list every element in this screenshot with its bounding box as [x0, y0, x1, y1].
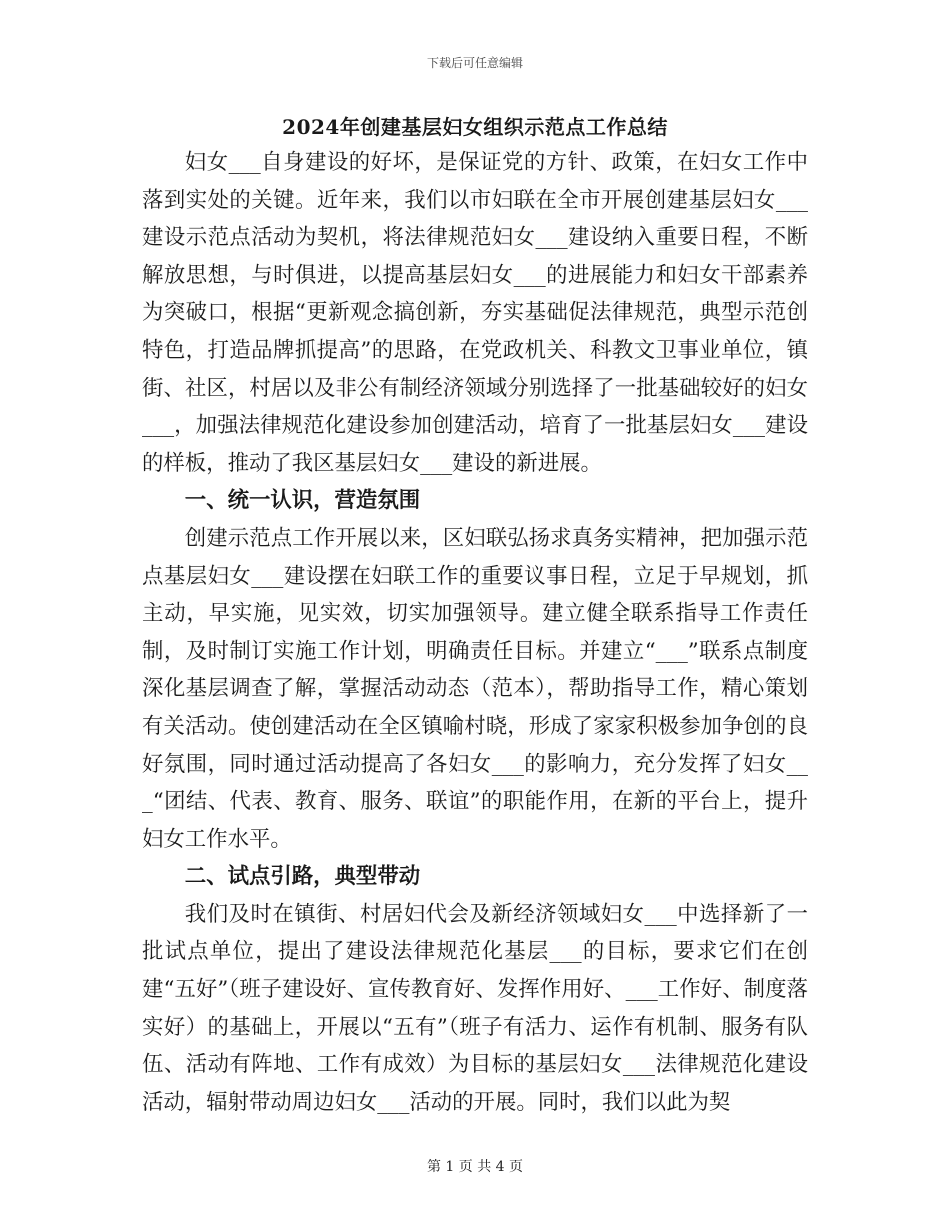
intro-paragraph: 妇女___自身建设的好坏，是保证党的方针、政策，在妇女工作中落到实处的关键。近年来，我们以市妇联在全市开展创建基层妇女___建设示范点活动为契机，将法律规范妇女___建设纳入重要日程，不断解放思想，与时俱进，以提高基层妇女___的进展能力和妇女干部素养为突破口，根据“更新观念搞创新，夯实基础促法律规范，典型示范创特色，打造品牌抓提高”的思路，在党政机关、科教文卫事业单位，镇街、社区，村居以及非公有制经济领域分别选择了一批基础较好的妇女___，加强法律规范化建设参加创建活动，培育了一批基层妇女___建设的样板，推动了我区基层妇女___建设的新进展。: [142, 150, 808, 476]
document-title: 2024年创建基层妇女组织示范点工作总结: [282, 115, 668, 139]
page-header-note: 下载后可任意编辑: [426, 56, 523, 70]
section-1-heading: 一、统一认识，营造氛围: [184, 488, 421, 514]
page-number-footer: 第 1 页 共 4 页: [426, 1159, 524, 1175]
section-2-heading: 二、试点引路，典型带动: [184, 864, 421, 890]
section-1-paragraph: 创建示范点工作开展以来，区妇联弘扬求真务实精神，把加强示范点基层妇女___建设摆在妇联工作的重要议事日程，立足于早规划，抓主动，早实施，见实效，切实加强领导。建立健全联系指导工作责任制，及时制订实施工作计划，明确责任目标。并建立“___”联系点制度深化基层调查了解，掌握活动动态（范本），帮助指导工作，精心策划有关活动。使创建活动在全区镇喻村晓，形成了家家积极参加争创的良好氛围，同时通过活动提高了各妇女___的影响力，充分发挥了妇女___“团结、代表、教育、服务、联谊”的职能作用，在新的平台上，提升妇女工作水平。: [142, 525, 808, 852]
section-2-paragraph: 我们及时在镇街、村居妇代会及新经济领域妇女___中选择新了一批试点单位，提出了建设法律规范化基层___的目标，要求它们在创建“五好”（班子建设好、宣传教育好、发挥作用好、___工作好、制度落实好）的基础上，开展以“五有”（班子有活力、运作有机制、服务有队伍、活动有阵地、工作有成效）为目标的基层妇女___法律规范化建设活动，辐射带动周边妇女___活动的开展。同时，我们以此为契: [142, 901, 808, 1115]
document-body: [142, 110, 808, 1121]
